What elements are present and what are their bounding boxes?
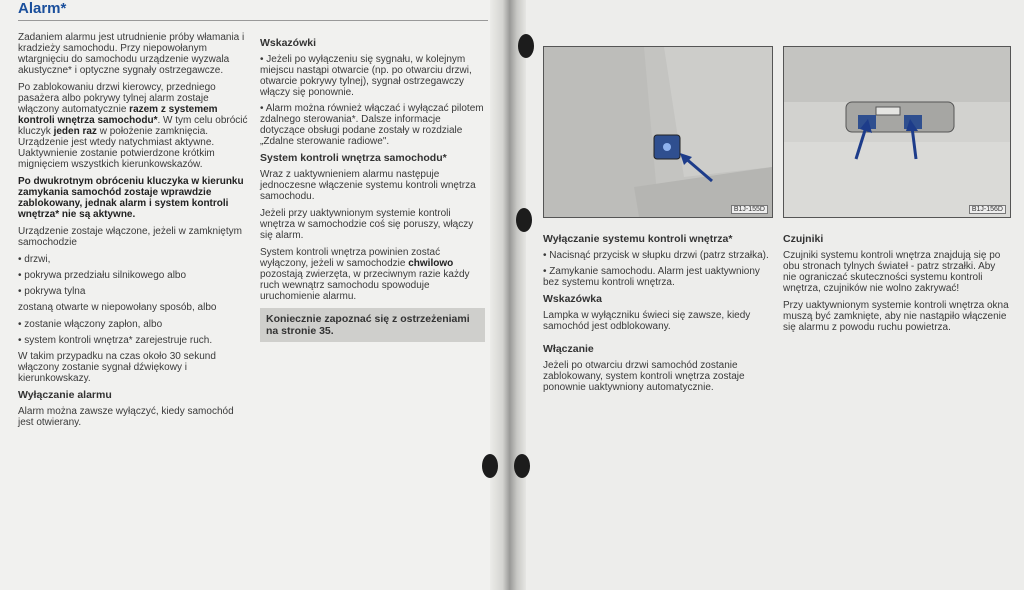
text-run: pozostają zwierzęta, w przeciwnym razie każdy ruch wewnątrz samochodu spowoduje uruchomienie alarmu.: [260, 269, 470, 302]
section-heading: Czujniki: [783, 233, 824, 245]
door-pillar-illustration: [544, 47, 772, 217]
column-4: [783, 234, 1009, 339]
column-3: [543, 234, 773, 399]
binding-hole-2: [516, 208, 532, 232]
signal-paragraph: W takim przypadku na czas około 30 sekund włączony zostanie sygnał dźwiękowy i kierunkowskazy.: [18, 351, 216, 384]
list-item-text: zostanie włączony zapłon, albo: [24, 319, 163, 330]
double-turn-paragraph: Po dwukrotnym obróceniu kluczyka w kierunku zamykania samochód zostaje wprawdzie zablokowany, jednak alarm i system kontroli wnętrza* nie są aktywne.: [18, 176, 244, 220]
list-item-text: Zamykanie samochodu. Alarm jest uaktywniony bez systemu kontroli wnętrza.: [543, 266, 760, 288]
section-heading: Wskazówki: [260, 37, 317, 49]
text-run: System kontroli wnętrza powinien zostać wyłączony, jeżeli w samochodzie: [260, 247, 441, 269]
page-title: Alarm*: [18, 0, 67, 17]
text-run: Po zablokowaniu drzwi kierowcy, przedniego pasażera albo pokrywy tylnej alarm zostaje włączony automatycznie: [18, 82, 216, 115]
section-heading: Wskazówka: [543, 293, 602, 305]
title-rule: [18, 20, 488, 21]
trigger-intro: Urządzenie zostaje włączone, jeżeli w zamkniętym samochodzie: [18, 226, 242, 248]
animals-paragraph: [260, 247, 485, 302]
list-item: • drzwi,: [18, 254, 51, 265]
section-heading: Wyłączanie systemu kontroli wnętrza*: [543, 233, 733, 245]
bold-run: jeden raz: [53, 126, 97, 137]
sensor-illustration: [784, 47, 1010, 217]
list-item: • Nacisnąć przycisk w słupku drzwi (patrz strzałka).: [543, 250, 769, 261]
list-item: • zostanie włączony zapłon, albo: [18, 319, 163, 330]
book-gutter: [490, 0, 526, 590]
section-heading: Włączanie: [543, 343, 594, 355]
list-item-text: system kontroli wnętrza* zarejestruje ruch.: [24, 335, 213, 346]
trigger-continue: zostaną otwarte w niepowołany sposób, albo: [18, 302, 217, 313]
text-run: w położenie zamknięcia. Urządzenie jest wtedy natychmiast aktywne. Uaktywnienie zostanie potwierdzone krótkim mignięciem wszystkich kierunkowskazów.: [18, 126, 215, 170]
list-item-text: Nacisnąć przycisk w słupku drzwi (patrz strzałka).: [549, 250, 769, 261]
bold-run: razem z systemem kontroli wnętrza samochodu*: [18, 104, 218, 126]
sensors-paragraph: Czujniki systemu kontroli wnętrza znajdują się po obu stronach tylnych świateł - patrz strzałki. Aby nie ograniczać skuteczności systemu kontroli wnętrza, czujników nie wolno zakrywać!: [783, 250, 1001, 294]
activation-paragraph: [18, 82, 250, 170]
tip-text: Alarm można również włączać i wyłączać pilotem zdalnego sterowania*. Dalsze informacje dotyczące obsługi podane zostały w rozdziale „Zdalne sterowanie radiowe".: [260, 103, 484, 147]
warning-note: Koniecznie zapoznać się z ostrzeżeniami na stronie 35.: [260, 308, 485, 342]
list-item-text: pokrywa tylna: [24, 286, 86, 297]
tip-text: Jeżeli po wyłączeniu się sygnału, w kolejnym miejscu nastąpi otwarcie (np. po otwarciu drzwi, otwarcie pokrywy tylnej), sygnał ostrzegawczy włączy się ponownie.: [260, 54, 472, 98]
list-item: • pokrywa tylna: [18, 286, 86, 297]
text-run: . W tym celu obrócić kluczyk: [18, 115, 248, 137]
sensor-figure: [783, 46, 1011, 218]
section-heading: System kontroli wnętrza samochodu*: [260, 152, 447, 164]
binding-hole-4: [482, 454, 498, 478]
column-1: [18, 32, 250, 434]
section-heading: Wyłączanie alarmu: [18, 389, 112, 401]
enable-paragraph: Jeżeli po otwarciu drzwi samochód zostanie zablokowany, system kontroli wnętrza zostaje ponownie uaktywniony automatycznie.: [543, 360, 745, 393]
intro-paragraph: Zadaniem alarmu jest utrudnienie próby włamania i kradzieży samochodu. Przy niepowołanym wtargnięciu do samochodu urządzenie wyzwala akustyczne* i optyczne sygnały ostrzegawcze.: [18, 32, 245, 76]
list-item-text: drzwi,: [24, 254, 51, 265]
off-paragraph: Alarm można zawsze wyłączyć, kiedy samochód jest otwierany.: [18, 406, 234, 428]
figure-label: B1J-155D: [731, 205, 768, 214]
interior-paragraph: Jeżeli przy uaktywnionym systemie kontroli wnętrza w samochodzie coś się poruszy, włączy się alarm.: [260, 208, 474, 241]
door-pillar-figure: [543, 46, 773, 218]
list-item: • pokrywa przedziału silnikowego albo: [18, 270, 187, 281]
tip-item: • Alarm można również włączać i wyłączać pilotem zdalnego sterowania*. Dalsze informacje dotyczące obsługi podane zostały w rozdziale „Zdalne sterowanie radiowe".: [260, 103, 484, 147]
tip-item: • Jeżeli po wyłączeniu się sygnału, w kolejnym miejscu nastąpi otwarcie (np. po otwarciu drzwi, otwarcie pokrywy tylnej), sygnał ostrzegawczy włączy się ponownie.: [260, 54, 472, 98]
column-2: [260, 38, 485, 342]
figure-label: B1J-156D: [969, 205, 1006, 214]
hint-paragraph: Lampka w wyłączniku świeci się zawsze, kiedy samochód jest odblokowany.: [543, 310, 751, 332]
windows-paragraph: Przy uaktywnionym systemie kontroli wnętrza okna muszą być zamknięte, aby nie nastąpiło włączenie się alarmu z powodu ruchu powietrza.: [783, 300, 1009, 333]
interior-paragraph: Wraz z uaktywnieniem alarmu następuje jednoczesne włączenie systemu kontroli wnętrza samochodu.: [260, 169, 476, 202]
binding-hole-1: [518, 34, 534, 58]
binding-hole-3: [514, 454, 530, 478]
list-item: • system kontroli wnętrza* zarejestruje ruch.: [18, 335, 213, 346]
list-item: • Zamykanie samochodu. Alarm jest uaktywniony bez systemu kontroli wnętrza.: [543, 266, 760, 288]
list-item-text: pokrywa przedziału silnikowego albo: [24, 270, 187, 281]
bold-run: chwilowo: [408, 258, 454, 269]
